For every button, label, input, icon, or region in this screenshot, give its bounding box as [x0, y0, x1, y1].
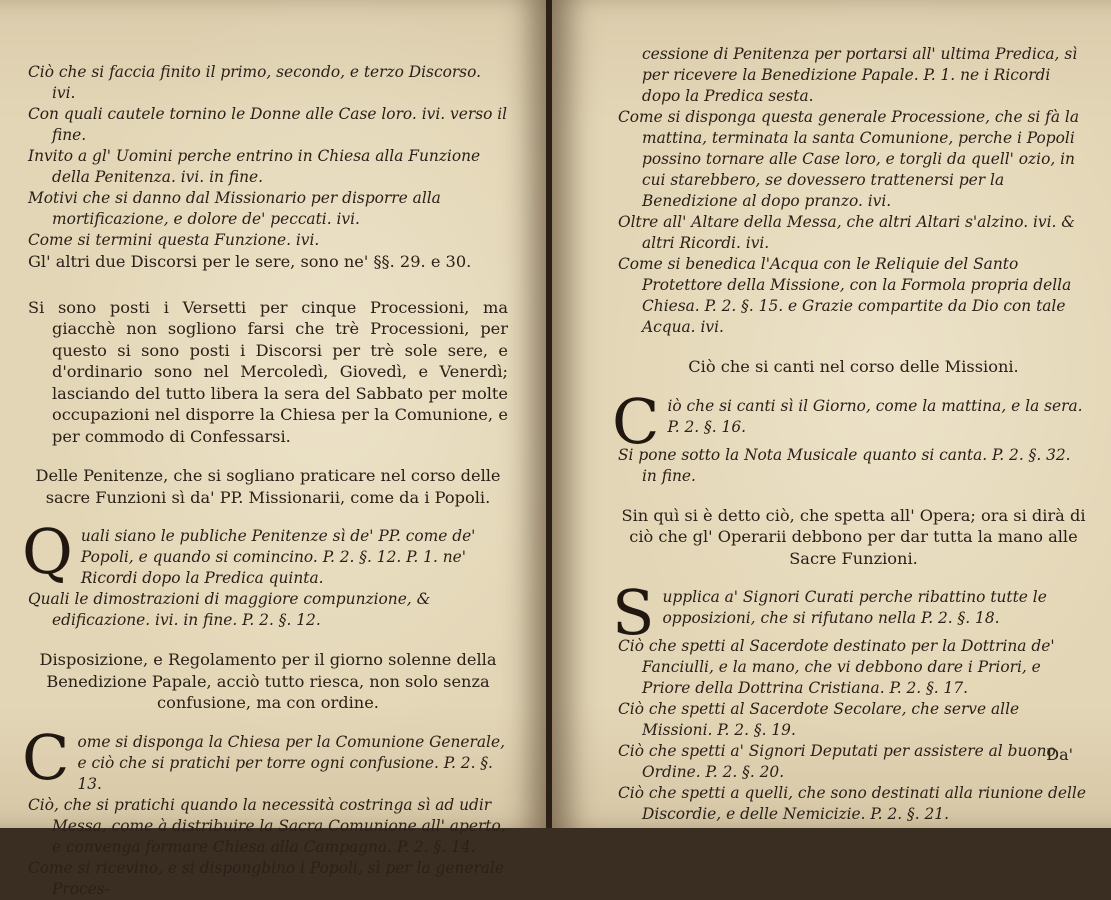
section-heading-opera: Sin quì si è detto ciò, che spetta all' Opera; ora si dirà di ciò che gl' Operarii debbono per dar tutta la mano alle Sacre Funzioni.	[621, 505, 1086, 568]
index-entry: uali siano le publiche Penitenze sì de' PP. come de' Popoli, e quando si comincino. P. 2. §. 12. P. 1. ne' Ricordi dopo la Predica quinta.	[80, 527, 476, 587]
dropcap-block	[612, 576, 1089, 649]
index-entry: Oltre all' Altare della Messa, che altri Altari s'alzino. ivi. & altri Ricordi. ivi.	[618, 213, 1076, 252]
paragraph-processioni: Si sono posti i Versetti per cinque Processioni, ma giacchè non sogliono farsi che trè Processioni, per questo si sono posti i Discorsi per trè sole sere, e d'ordinario sono nel Mercoledì, Giovedì, e Venerdì; lasciando del tutto libera la sera del Sabbato per molte occupazioni nel disporre la Chiesa per la Comunione, e per commodo di Confessarsi.	[28, 297, 508, 446]
index-entry: Come si termini questa Funzione. ivi.	[28, 231, 320, 249]
left-page-text	[0, 0, 548, 898]
index-entry: Ciò, che si pratichi quando la necessità costringa sì ad udir Messa, come à distribuire la Sacra Comunione all' aperto, e convenga formare Chiesa alla Campagna. P. 2. §. 14.	[28, 795, 506, 856]
index-entry: Si pone sotto la Nota Musicale quanto si canta. P. 2. §. 32. in fine.	[618, 445, 1071, 485]
left-page	[0, 0, 548, 898]
section-heading-penitenze: Delle Penitenze, che si sogliano praticare nel corso delle sacre Funzioni sì da' PP. Missionarii, come da i Popoli.	[35, 466, 501, 507]
index-entry: Ciò che si faccia finito il primo, secondo, e terzo Discorso. ivi.	[28, 63, 481, 102]
catchword: Da'	[1046, 745, 1073, 764]
index-entry: Ciò che spetti al Sacerdote Secolare, che serve alle Missioni. P. 2. §. 19.	[618, 700, 1020, 739]
index-entry: Con quali cautele tornino le Donne alle Case loro. ivi. verso il fine.	[28, 105, 508, 144]
index-entry: Come si disponga questa generale Processione, che si fà la mattina, terminata la santa Comunione, perche i Popoli possino tornare alle Case loro, e torgli da quell' ozio, in cui starebbero, se dovessero trattenersi per la Benedizione al dopo pranzo. ivi.	[618, 108, 1080, 210]
drop-cap: S	[612, 576, 655, 649]
index-entry: Motivi che si danno dal Missionario per disporre alla mortificazione, e dolore de' peccati. ivi.	[28, 189, 441, 228]
index-entry: iò che si canti sì il Giorno, come la mattina, e la sera. P. 2. §. 16.	[667, 396, 1083, 436]
index-entry: Quali le dimostrazioni di maggiore compunzione, & edificazione. ivi. in fine. P. 2. §. 12.	[28, 590, 431, 629]
drop-cap: C	[22, 720, 70, 794]
index-entry: cessione di Penitenza per portarsi all' ultima Predica, sì per ricevere la Benedizione Papale. P. 1. ne i Ricordi dopo la Predica sesta.	[642, 45, 1078, 105]
drop-cap: C	[612, 384, 660, 458]
index-entry: Ciò che spetti al Sacerdote destinato per la Dottrina de' Fanciulli, e la mano, che vi debbono dare i Priori, e Priore della Dottrina Cristiana. P. 2. §. 17.	[618, 637, 1055, 697]
index-entry: ome si disponga la Chiesa per la Comunione Generale, e ciò che si pratichi per torre ogni confusione. P. 2. §. 13.	[77, 732, 505, 793]
index-entry: Invito a gl' Uomini perche entrino in Chiesa alla Funzione della Penitenza. ivi. in fine.	[28, 147, 481, 186]
index-entry: Gl' altri due Discorsi per le sere, sono ne' §§. 29. e 30.	[28, 252, 472, 271]
index-entry: Come si benedica l'Acqua con le Reliquie del Santo Protettore della Missione, con la Formola propria della Chiesa. P. 2. §. 15. e Grazie compartite da Dio con tale Acqua. ivi.	[618, 255, 1072, 336]
drop-cap: Q	[22, 515, 73, 588]
dropcap-block	[22, 515, 508, 589]
index-entry: Ciò che spetti a quelli, che sono destinati alla riunione delle Discordie, e delle Nemicizie. P. 2. §. 21.	[618, 784, 1086, 823]
right-page	[552, 0, 1111, 828]
index-entry: Ciò che spetti a' Signori Deputati per assistere al buono Ordine. P. 2. §. 20.	[618, 742, 1056, 781]
index-entry: upplica a' Signori Curati perche ribattino tutte le opposizioni, che si rifutano nella P. 2. §. 18.	[662, 588, 1047, 627]
dropcap-block	[612, 384, 1089, 458]
dropcap-block	[22, 720, 508, 795]
right-page-text	[552, 0, 1111, 828]
index-entry: Come si ricevino, e si dispongbino i Popoli, sì per la generale Proces-	[28, 858, 505, 898]
section-heading-disposizione: Disposizione, e Regolamento per il giorno solenne della Benedizione Papale, acciò tutto riesca, non solo senza confusione, ma con ordine.	[39, 650, 497, 712]
section-heading-canti: Ciò che si canti nel corso delle Missioni.	[688, 357, 1019, 376]
